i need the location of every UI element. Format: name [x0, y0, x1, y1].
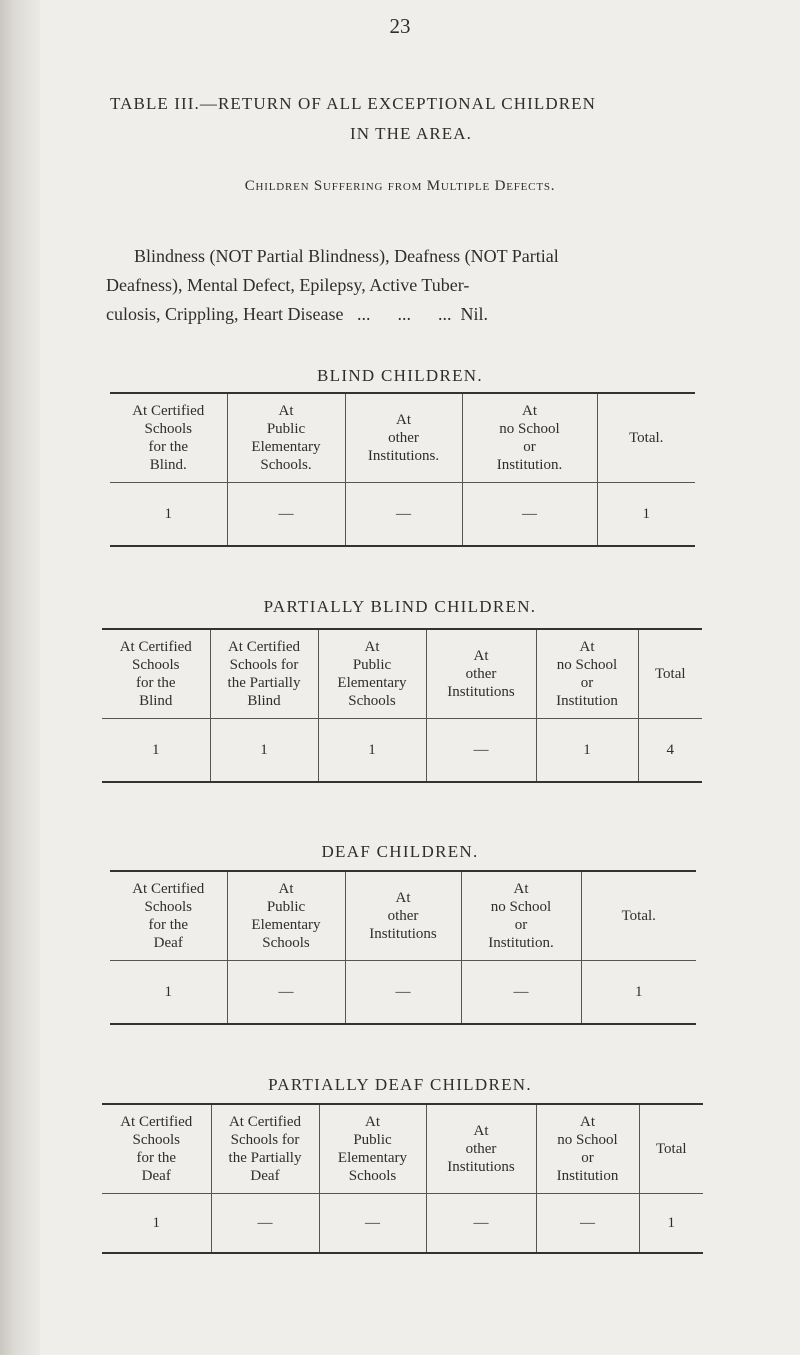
table-cell: —	[536, 1194, 639, 1254]
table-cell: —	[462, 483, 597, 547]
header-cell: At no School or Institution.	[461, 871, 581, 961]
header-cell: At other Institutions	[426, 629, 536, 719]
table-cell: —	[461, 961, 581, 1025]
partially-deaf-children-table	[102, 1103, 703, 1254]
header-cell: Total.	[597, 393, 695, 483]
page-number: 23	[389, 14, 411, 38]
blind-children-title: BLIND CHILDREN.	[317, 366, 483, 385]
header-cell: At other Institutions.	[345, 393, 462, 483]
table-cell: 1	[210, 719, 318, 783]
header-cell: At Certified Schools for the Blind	[102, 629, 210, 719]
table-header-row	[102, 629, 702, 719]
table-title-line-2: IN THE AREA.	[350, 124, 472, 143]
header-cell: At Certified Schools for the Deaf	[102, 1104, 211, 1194]
partially-blind-children-table	[102, 628, 702, 783]
table-cell: 1	[102, 1194, 211, 1254]
header-cell: At Public Elementary Schools	[319, 1104, 426, 1194]
header-cell: At Certified Schools for the Partially Blind	[210, 629, 318, 719]
table-row	[102, 719, 702, 783]
table-cell: 1	[102, 719, 210, 783]
table-cell: 1	[110, 961, 227, 1025]
header-cell: At Certified Schools for the Deaf	[110, 871, 227, 961]
header-cell: Total	[639, 1104, 703, 1194]
paragraph-line-1: Blindness (NOT Partial Blindness), Deafness (NOT Partial	[134, 246, 559, 266]
table-cell: 1	[110, 483, 227, 547]
partially-blind-children-title: PARTIALLY BLIND CHILDREN.	[263, 597, 537, 616]
table-header-row	[102, 1104, 703, 1194]
table-cell: —	[211, 1194, 319, 1254]
table-row	[110, 483, 695, 547]
paragraph-line-3: culosis, Crippling, Heart Disease ... ... ... Nil.	[106, 304, 488, 324]
header-cell: At other Institutions	[345, 871, 461, 961]
blind-children-table	[110, 392, 695, 547]
table-cell: —	[227, 961, 345, 1025]
multiple-defects-heading: Children Suffering from Multiple Defects.	[244, 178, 556, 194]
table-cell: —	[426, 719, 536, 783]
header-cell: At Certified Schools for the Partially Deaf	[211, 1104, 319, 1194]
header-cell: At no School or Institution	[536, 1104, 639, 1194]
table-cell: 1	[597, 483, 695, 547]
table-row	[110, 961, 696, 1025]
table-cell: 4	[638, 719, 702, 783]
table-cell: —	[227, 483, 345, 547]
table-header-row	[110, 393, 695, 483]
deaf-children-table	[110, 870, 696, 1025]
table-cell: —	[426, 1194, 536, 1254]
header-cell: At other Institutions	[426, 1104, 536, 1194]
header-cell: At Public Elementary Schools.	[227, 393, 345, 483]
table-cell: 1	[581, 961, 696, 1025]
header-cell: At Certified Schools for the Blind.	[110, 393, 227, 483]
deaf-children-title: DEAF CHILDREN.	[321, 842, 479, 861]
header-cell: At Public Elementary Schools	[318, 629, 426, 719]
table-title-line-1: TABLE III.—RETURN OF ALL EXCEPTIONAL CHILDREN	[110, 94, 597, 113]
table-cell: 1	[639, 1194, 703, 1254]
header-cell: At Public Elementary Schools	[227, 871, 345, 961]
table-cell: —	[345, 483, 462, 547]
table-header-row	[110, 871, 696, 961]
paragraph-line-2: Deafness), Mental Defect, Epilepsy, Active Tuber-	[106, 275, 470, 295]
table-cell: 1	[536, 719, 638, 783]
table-cell: —	[319, 1194, 426, 1254]
table-row	[102, 1194, 703, 1254]
table-cell: —	[345, 961, 461, 1025]
header-cell: At no School or Institution	[536, 629, 638, 719]
header-cell: At no School or Institution.	[462, 393, 597, 483]
table-cell: 1	[318, 719, 426, 783]
partially-deaf-children-title: PARTIALLY DEAF CHILDREN.	[268, 1075, 532, 1094]
header-cell: Total.	[581, 871, 696, 961]
header-cell: Total	[638, 629, 702, 719]
